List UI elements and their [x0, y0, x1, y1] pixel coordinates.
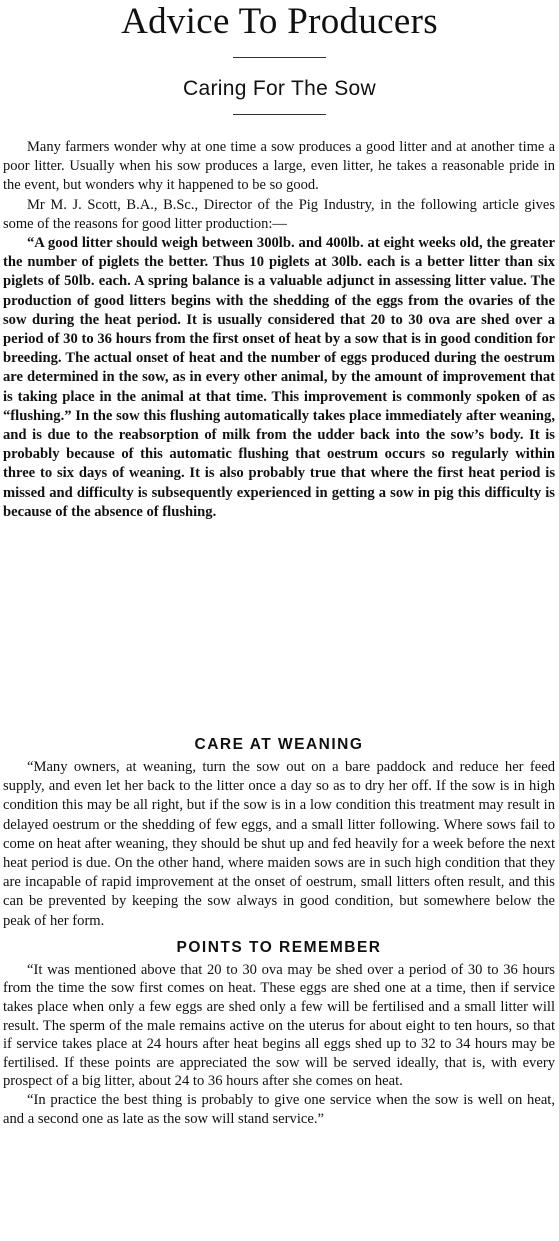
- intro-paragraph: Mr M. J. Scott, B.A., B.Sc., Director of the Pig Industry, in the following article gives some of the reasons for good litter production:—: [3, 196, 555, 232]
- section-paragraph: “In practice the best thing is probably to give one service when the sow is well on heat, and a second one as late as the sow will stand service.”: [3, 1091, 555, 1127]
- article-body-upper: [3, 138, 555, 522]
- section-heading-care-at-weaning: CARE AT WEANING: [194, 736, 364, 753]
- section-care-at-weaning: [3, 758, 555, 931]
- article-body-lower: [3, 728, 555, 1128]
- quote-paragraph: “A good litter should weigh between 300lb. and 400lb. at eight weeks old, the greater the number of piglets the better. Thus 10 piglets at 30lb. each is a better litter than six piglets of 50lb. each. A spring balance is a valuable adjunct in assessing litter value. The production of good litters begins with the shedding of the eggs from the ovaries of the sow during the heat period. It is usually considered that 20 to 30 ova are shed over a period of 30 to 36 hours from the first onset of heat by a sow that is in good condition for breeding. The actual onset of heat and the number of eggs produced during the oestrum are determined in the sow, as in every other animal, by the amount of improvement that is taking place in the animal at that time. This improvement is commonly spoken of as “flushing.” In the sow this flushing automatically takes place immediately after weaning, and is due to the reabsorption of milk from the udder back into the sow’s body. It is probably because of this automatic flushing that oestrum occurs so regularly within three to six days of weaning. It is also probably true that where the first heat period is missed and difficulty is subsequently experienced in getting a sow in pig this difficulty is because of the absence of flushing.: [3, 235, 555, 520]
- section-points-to-remember: [3, 961, 555, 1128]
- article-subtitle: Caring For The Sow: [183, 77, 376, 100]
- section-paragraph: “It was mentioned above that 20 to 30 ova may be shed over a period of 30 to 36 hours from the time the sow first comes on heat. These eggs are shed one at a time, then if service takes place when only a few eggs are shed only a few will be fertilised and a small litter will result. The sperm of the male remains active on the uterus for about eight to ten hours, so that if service takes place at 24 hours after heat begins all eggs shed up to 32 to 34 hours may be fertilised. If these points are appreciated the sow will be served ideally, that is, with every prospect of a big litter, about 24 to 36 hours after she comes on heat.: [3, 961, 555, 1090]
- quote-block: [3, 234, 555, 522]
- article-title: Advice To Producers: [121, 1, 438, 42]
- section-heading-points-to-remember: POINTS TO REMEMBER: [176, 938, 382, 956]
- title-divider-top: [233, 57, 326, 58]
- section-paragraph: “Many owners, at weaning, turn the sow out on a bare paddock and reduce her feed supply, and even let her back to the litter once a day so as to dry her off. If the sow is in high condition this may be all right, but if the sow is in a low condition this treatment may result in delayed oestrum or the shedding of few eggs, and a small litter following. Where sows fail to come on heat after weaning, they should be shut up and fed heavily for a week before the next heat period is due. On the other hand, where maiden sows are in such high condition that they are incapable of rapid improvement at the onset of oestrum, small litters often result, and this can be prevented by keeping the sow always in good condition, but somewhere below the peak of her form.: [3, 759, 555, 929]
- title-divider-bottom: [233, 114, 326, 115]
- intro-block: [3, 138, 555, 234]
- intro-paragraph: Many farmers wonder why at one time a sow produces a good litter and at another time a poor litter. Usually when his sow produces a large, even litter, he takes a reasonable pride in the event, but wonders why it happened to be so good.: [3, 139, 555, 194]
